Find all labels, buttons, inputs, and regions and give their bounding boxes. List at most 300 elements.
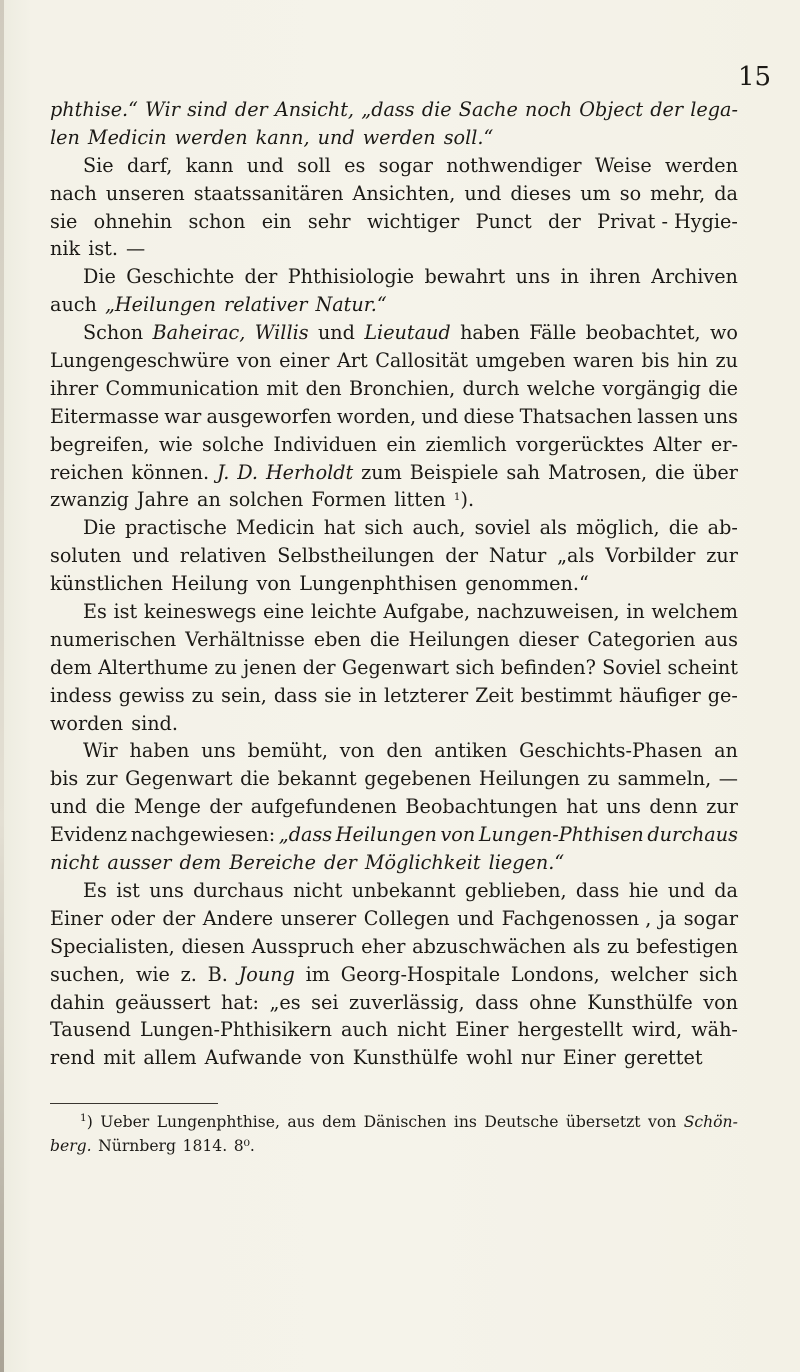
word: indess: [50, 683, 112, 707]
word: Heilung: [171, 572, 249, 596]
word: zu: [214, 655, 237, 679]
word: Lieutaud: [364, 321, 451, 345]
word: dem: [322, 1113, 357, 1131]
word: Geschichte: [126, 265, 235, 289]
word: Selbstheilungen: [277, 544, 435, 568]
word: als: [572, 934, 601, 958]
word: Medicin: [87, 125, 167, 149]
word: Formen: [311, 488, 387, 512]
word: Heilungen: [408, 627, 510, 651]
word: bekannt: [277, 767, 357, 791]
word: Alterthume: [98, 655, 209, 679]
word: werden: [362, 125, 436, 149]
word: und: [317, 125, 355, 149]
word: ohne: [529, 990, 577, 1014]
word: allem: [143, 1046, 197, 1070]
text-line: [50, 96, 738, 124]
word: Medicin: [235, 516, 315, 540]
word: ausser: [107, 851, 172, 875]
word: uns: [606, 795, 641, 819]
word: zur: [706, 544, 738, 568]
word: berg.: [50, 1137, 92, 1155]
word: so: [619, 181, 642, 205]
word: Fälle: [529, 321, 577, 345]
word: die: [369, 627, 400, 651]
word: sei: [311, 990, 339, 1014]
word: wie: [158, 432, 193, 456]
word: waren: [573, 349, 634, 373]
word: künstlichen: [50, 572, 163, 596]
word: bemüht,: [247, 739, 328, 763]
word: nach: [50, 181, 97, 205]
word: zuverlässig,: [349, 990, 465, 1014]
word: nicht: [397, 1018, 447, 1042]
footnote: [50, 1110, 738, 1158]
text-line: [50, 263, 738, 291]
text-line: [50, 849, 738, 877]
word: Andere: [202, 906, 274, 930]
word: Thatsachen: [519, 404, 633, 428]
word: sein,: [221, 683, 267, 707]
word: Wir: [145, 98, 180, 121]
word: Punct: [475, 209, 532, 233]
word: ist: [113, 600, 138, 624]
word: der: [650, 98, 684, 121]
word: Deutsche: [484, 1113, 559, 1131]
word: von: [256, 572, 292, 596]
word: aufgefundenen: [250, 795, 397, 819]
word: Die: [83, 516, 116, 540]
footnote-rule: [50, 1103, 218, 1104]
word: liegen.“: [488, 851, 565, 875]
word: sich: [455, 655, 495, 679]
word: Art: [336, 349, 368, 373]
word: sammeln,: [617, 767, 712, 791]
word: Schon: [83, 321, 144, 345]
word: Lungenphthisen: [299, 572, 458, 596]
word: sehr: [307, 209, 351, 233]
word: und: [132, 544, 170, 568]
word: staatssanitären: [193, 181, 344, 205]
text-line: [50, 821, 738, 849]
word: bewahrt: [424, 265, 506, 289]
word: Gegenwart: [125, 767, 233, 791]
word: $^1$).: [453, 488, 475, 512]
word: er-: [710, 432, 738, 456]
word: noch: [525, 98, 573, 121]
word: über: [692, 460, 738, 484]
word: wichtiger: [366, 209, 460, 233]
word: lega-: [690, 98, 738, 121]
word: soll: [297, 153, 331, 177]
word: Sache: [458, 98, 518, 121]
word: soll.“: [443, 125, 494, 149]
word: scheint: [667, 655, 738, 679]
page-edge-shadow: [0, 0, 4, 1372]
word: die: [655, 460, 685, 484]
word: der: [445, 544, 479, 568]
word: zu: [587, 767, 610, 791]
word: in: [358, 683, 378, 707]
word: auch,: [412, 516, 466, 540]
word: da: [714, 878, 738, 902]
word: Zeit: [475, 683, 514, 707]
word: uns: [149, 878, 184, 902]
word: Ansicht,: [274, 98, 355, 121]
word: wohl: [466, 1046, 513, 1070]
word: Phthisiologie: [287, 265, 415, 289]
word: Privat - Hygie-: [597, 209, 738, 233]
word: und: [246, 153, 284, 177]
word: durchaus: [193, 878, 284, 902]
word: relativer: [224, 293, 308, 317]
word: als: [539, 516, 568, 540]
word: zur: [706, 795, 738, 819]
word: bestimmt: [520, 683, 613, 707]
word: Die: [83, 265, 116, 289]
word: hat:: [220, 990, 259, 1014]
word: Nürnberg: [98, 1137, 176, 1155]
word: können.: [131, 460, 210, 484]
word: hergestellt: [517, 1018, 623, 1042]
word: Ueber: [100, 1113, 150, 1131]
word: vorgerücktes: [516, 432, 645, 456]
word: len: [50, 125, 80, 149]
text-line: [50, 598, 738, 626]
word: in: [626, 600, 645, 624]
word: diesen: [181, 934, 245, 958]
word: zu: [606, 934, 630, 958]
word: kann,: [255, 125, 310, 149]
word: um: [580, 181, 611, 205]
text-line: [50, 542, 738, 570]
word: ab-: [707, 516, 738, 540]
word: nachgewiesen:: [130, 823, 276, 847]
word: numerischen: [50, 627, 177, 651]
word: uns: [515, 265, 551, 289]
word: sogar: [683, 906, 738, 930]
text-line: [50, 570, 738, 598]
word: Gegenwart: [341, 655, 450, 679]
word: möglich,: [576, 516, 660, 540]
word: Archiven: [651, 265, 738, 289]
word: Es: [83, 878, 107, 902]
word: hie: [628, 878, 659, 902]
word: wird,: [632, 1018, 683, 1042]
text-line: [50, 626, 738, 654]
word: Tausend: [50, 1018, 131, 1042]
word: aus: [704, 627, 738, 651]
word: 8⁰.: [233, 1137, 255, 1155]
word: Natur.“: [315, 293, 387, 317]
word: der: [324, 851, 357, 875]
word: Beispiele: [409, 460, 499, 484]
text-line: [50, 905, 738, 933]
word: Baheirac,: [152, 321, 246, 345]
word: sich: [698, 962, 738, 986]
word: sogar: [378, 153, 433, 177]
word: mehr,: [650, 181, 706, 205]
word: J.: [217, 460, 230, 484]
word: Collegen: [363, 906, 450, 930]
word: lassen: [637, 404, 699, 428]
word: Fachgenossen ,: [501, 906, 652, 930]
word: haben: [129, 739, 190, 763]
word: ein: [386, 432, 417, 456]
word: schon: [188, 209, 246, 233]
word: Herholdt: [265, 460, 354, 484]
word: kann: [185, 153, 234, 177]
word: von: [703, 990, 738, 1014]
word: Ansichten,: [352, 181, 456, 205]
word: ist: [116, 878, 140, 902]
word: Soviel: [602, 655, 662, 679]
word: rend: [50, 1046, 96, 1070]
word: Bronchien,: [348, 376, 456, 400]
word: eher: [361, 934, 406, 958]
word: genommen.“: [465, 572, 589, 596]
word: haben: [460, 321, 520, 345]
word: Individuen: [273, 432, 378, 456]
word: mit: [103, 1046, 136, 1070]
word: aus: [287, 1113, 315, 1131]
word: hat: [323, 516, 356, 540]
word: geblieben,: [464, 878, 567, 902]
word: Einer: [455, 1018, 509, 1042]
word: diese: [463, 404, 515, 428]
word: Sie: [83, 153, 114, 177]
word: mit: [266, 376, 299, 400]
word: zum: [361, 460, 402, 484]
word: „dass: [361, 98, 415, 121]
word: practische: [125, 516, 227, 540]
word: B.: [207, 962, 228, 986]
word: Aufwande: [204, 1046, 302, 1070]
word: uns: [703, 404, 738, 428]
word: auch: [341, 1018, 388, 1042]
word: eine: [263, 600, 305, 624]
word: von: [309, 1046, 345, 1070]
page-number: 15: [738, 62, 772, 92]
word: suchen,: [50, 962, 126, 986]
word: der: [244, 265, 278, 289]
word: Vorbilder: [605, 544, 696, 568]
word: Ausspruch: [251, 934, 355, 958]
word: Lungengeschwüre: [50, 349, 230, 373]
word: Einer: [50, 906, 104, 930]
word: es: [344, 153, 366, 177]
text-line: [50, 486, 738, 514]
word: sind: [187, 98, 228, 121]
word: dahin: [50, 990, 105, 1014]
text-line: [50, 961, 738, 989]
word: ausgeworfen: [206, 404, 332, 428]
word: Möglichkeit: [364, 851, 481, 875]
word: von: [648, 1113, 677, 1131]
text-line: [50, 654, 738, 682]
text-line: [50, 1134, 738, 1158]
word: befinden?: [500, 655, 596, 679]
word: dass: [475, 990, 519, 1014]
word: und: [50, 795, 87, 819]
word: dem: [50, 655, 92, 679]
word: solche: [202, 432, 265, 456]
word: —: [718, 767, 738, 791]
word: sah: [506, 460, 541, 484]
word: der: [209, 795, 243, 819]
word: „Heilungen: [104, 293, 216, 317]
word: von: [339, 739, 375, 763]
word: litten: [394, 488, 446, 512]
word: zu: [715, 349, 738, 373]
word: sind.: [131, 711, 178, 735]
word: gegebenen: [364, 767, 472, 791]
word: werden: [174, 125, 248, 149]
word: einer: [279, 349, 330, 373]
word: Georg-Hospitale: [340, 962, 501, 986]
word: die: [421, 98, 452, 121]
word: der: [548, 209, 581, 233]
word: unserer: [280, 906, 357, 930]
word: soviel: [474, 516, 531, 540]
word: Lungenphthise,: [156, 1113, 280, 1131]
word: übersetzt: [565, 1113, 641, 1131]
word: Evidenz: [50, 823, 128, 847]
word: nik: [50, 237, 81, 261]
text-line: [50, 1044, 738, 1072]
text-line: [50, 152, 738, 180]
text-line: [50, 208, 738, 236]
word: soluten: [50, 544, 122, 568]
word: Jahre: [136, 488, 189, 512]
word: abzuschwächen: [412, 934, 566, 958]
text-line: [50, 710, 738, 738]
word: die: [240, 767, 270, 791]
word: „als: [557, 544, 595, 568]
word: die: [708, 376, 738, 400]
word: denn: [649, 795, 698, 819]
text-line: [50, 124, 738, 152]
word: Schön-: [683, 1113, 738, 1131]
word: umgeben: [475, 349, 566, 373]
word: ihren: [589, 265, 641, 289]
word: zwanzig: [50, 488, 129, 512]
word: —: [126, 237, 146, 261]
word: nicht: [293, 878, 343, 902]
word: und: [457, 906, 495, 930]
word: sie: [50, 209, 78, 233]
word: sie: [324, 683, 352, 707]
text-line: [50, 877, 738, 905]
word: da: [714, 181, 738, 205]
word: dieser: [518, 627, 579, 651]
word: oder: [110, 906, 155, 930]
text-line: [50, 682, 738, 710]
word: und: [421, 404, 459, 428]
word: befestigen: [636, 934, 738, 958]
text-line: [50, 180, 738, 208]
word: Bereiche: [229, 851, 316, 875]
text-line: [50, 291, 738, 319]
word: die: [95, 795, 126, 819]
word: Categorien: [587, 627, 696, 651]
word: zu: [191, 683, 215, 707]
word: Willis: [254, 321, 309, 345]
word: bis: [641, 349, 670, 373]
word: welche: [526, 376, 596, 400]
text-line: [50, 1016, 738, 1044]
word: der: [302, 655, 336, 679]
word: unbekannt: [351, 878, 456, 902]
word: Specialisten,: [50, 934, 175, 958]
word: $^1$): [80, 1112, 93, 1131]
word: z.: [180, 962, 197, 986]
text-line: [50, 1110, 738, 1134]
word: war: [164, 404, 202, 428]
word: vorgängig: [602, 376, 701, 400]
word: wäh-: [691, 1018, 738, 1042]
word: hat: [566, 795, 598, 819]
text-line: [50, 933, 738, 961]
word: Lungen-Phthisikern: [140, 1018, 332, 1042]
word: Menge: [133, 795, 201, 819]
word: an: [197, 488, 221, 512]
word: relativen: [179, 544, 267, 568]
body-text: [50, 96, 738, 1072]
word: dass: [273, 683, 318, 707]
word: Verhältnisse: [185, 627, 305, 651]
word: Beobachtungen: [405, 795, 558, 819]
word: sich: [364, 516, 404, 540]
word: ihrer: [50, 376, 99, 400]
word: Heilungen: [335, 823, 437, 847]
text-line: [50, 514, 738, 542]
word: D.: [237, 460, 259, 484]
word: häufiger: [619, 683, 701, 707]
word: ins: [453, 1113, 477, 1131]
word: durchaus: [647, 823, 738, 847]
word: den: [305, 376, 342, 400]
word: worden,: [336, 404, 417, 428]
word: solchen: [228, 488, 304, 512]
word: worden: [50, 711, 124, 735]
text-line: [50, 235, 738, 263]
word: ge-: [707, 683, 738, 707]
text-line: [50, 347, 738, 375]
word: und: [464, 181, 502, 205]
word: Eitermasse: [50, 404, 160, 428]
word: phthise.“: [50, 98, 138, 121]
text-line: [50, 459, 738, 487]
word: Geschichts-Phasen: [519, 739, 703, 763]
word: Lungen-Phthisen: [478, 823, 644, 847]
word: dieses: [510, 181, 572, 205]
word: beobachtet,: [585, 321, 701, 345]
word: Communication: [105, 376, 259, 400]
word: von: [440, 823, 476, 847]
word: nachzuweisen,: [476, 600, 620, 624]
text-line: [50, 431, 738, 459]
word: eben: [313, 627, 362, 651]
text-line: [50, 737, 738, 765]
word: 1814.: [182, 1137, 228, 1155]
word: welcher: [610, 962, 689, 986]
word: durch: [462, 376, 520, 400]
word: Object: [579, 98, 644, 121]
word: ja: [658, 906, 677, 930]
word: Kunsthülfe: [587, 990, 693, 1014]
word: darf,: [126, 153, 173, 177]
